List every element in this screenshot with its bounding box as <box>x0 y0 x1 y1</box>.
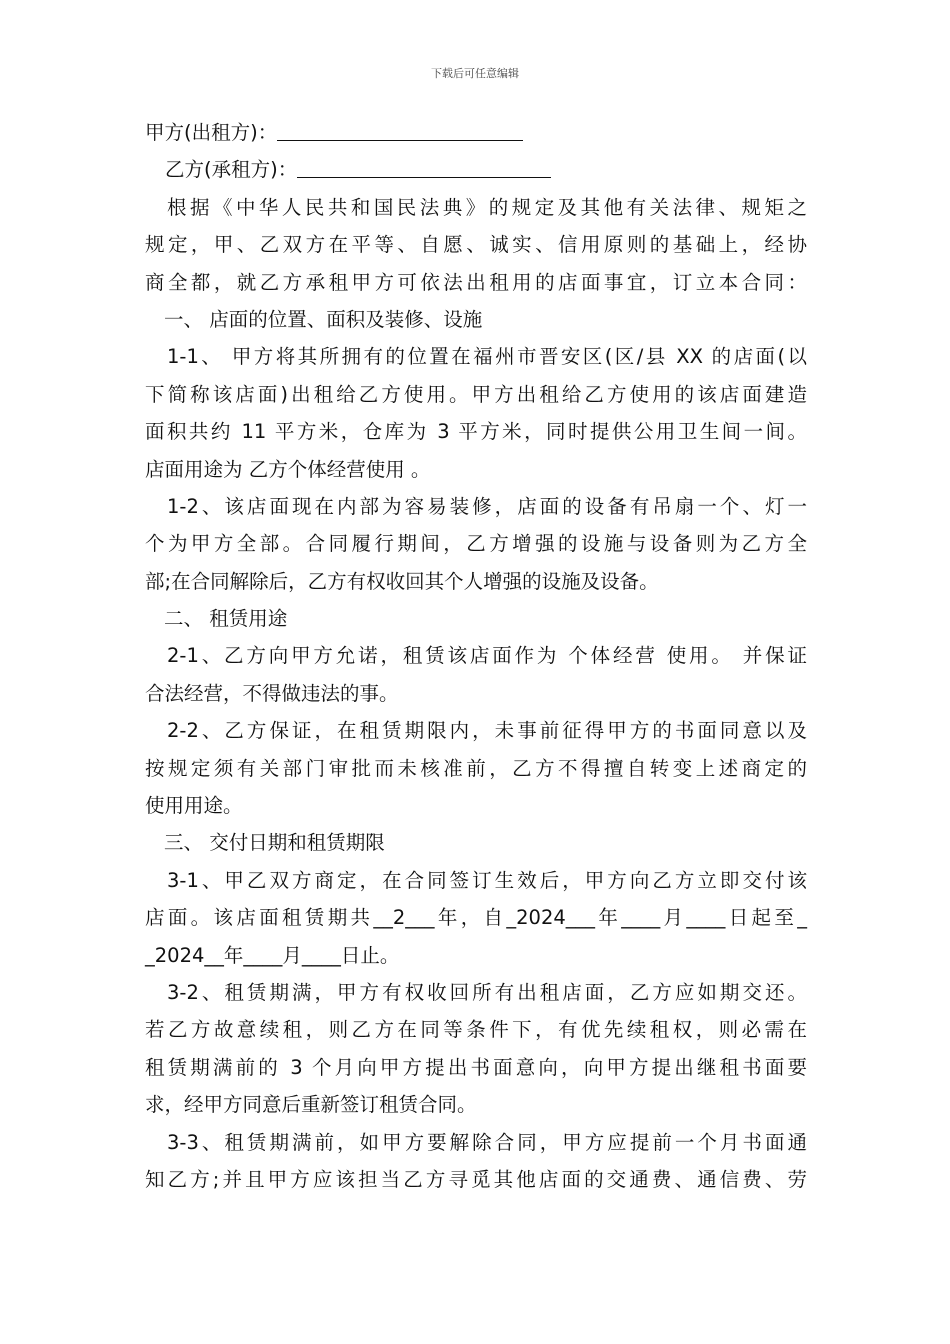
lessor-signature-blank[interactable] <box>277 118 523 141</box>
clause-1-1-line-1: 1-1、 甲方将其所拥有的位置在福州市晋安区(区/县 XX 的店面(以 <box>167 345 807 369</box>
clause-3-3-line-1: 3-3、租赁期满前，如甲方要解除合同，甲方应提前一个月书面通 <box>167 1130 807 1154</box>
clause-1-1-line-3: 面积共约 11 平方米，仓库为 3 平方米，同时提供公用卫生间一间。 <box>145 420 807 444</box>
page-header-note: 下载后可任意编辑 <box>431 67 519 80</box>
clause-2-1-line-1: 2-1、乙方向甲方允诺，租赁该店面作为 个体经营 使用。 并保证 <box>167 644 807 668</box>
lessee-label: 乙方(承租方)： <box>165 158 298 182</box>
clause-3-2-line-2: 若乙方故意续租，则乙方在同等条件下，有优先续租权，则必需在 <box>145 1018 807 1042</box>
clause-3-1-line-2: 店面。该店面租赁期共__2___年，自_2024___年____月____日起至_ <box>145 906 807 930</box>
preamble-line-2: 规定，甲、乙双方在平等、自愿、诚实、信用原则的基础上，经协 <box>145 233 807 257</box>
clause-2-1-line-2: 合法经营，不得做违法的事。 <box>145 681 399 705</box>
clause-3-1-line-1: 3-1、甲乙双方商定，在合同签订生效后，甲方向乙方立即交付该 <box>167 868 807 892</box>
clause-3-2-line-4: 求，经甲方同意后重新签订租赁合同。 <box>145 1093 477 1117</box>
clause-1-2-line-1: 1-2、该店面现在内部为容易装修，店面的设备有吊扇一个、灯一 <box>167 494 807 518</box>
lessor-label: 甲方(出租方)： <box>145 121 278 144</box>
section-3-heading: 三、 交付日期和租赁期限 <box>164 831 385 855</box>
clause-2-2-line-3: 使用用途。 <box>145 794 243 818</box>
clause-3-2-line-1: 3-2、租赁期满，甲方有权收回所有出租店面，乙方应如期交还。 <box>167 980 807 1004</box>
lessee-line <box>145 151 807 188</box>
lessee-signature-blank[interactable] <box>297 155 551 178</box>
section-1-heading: 一、 店面的位置、面积及装修、设施 <box>164 307 483 331</box>
clause-3-3-line-2: 知乙方;并且甲方应该担当乙方寻觅其他店面的交通费、通信费、劳 <box>145 1167 807 1191</box>
clause-1-2-line-3: 部;在合同解除后，乙方有权收回其个人增强的设施及设备。 <box>145 569 659 593</box>
clause-1-1-line-2: 下简称该店面)出租给乙方使用。甲方出租给乙方使用的该店面建造 <box>145 382 807 406</box>
clause-2-2-line-2: 按规定须有关部门审批而未核准前，乙方不得擅自转变上述商定的 <box>145 756 807 780</box>
clause-2-2-line-1: 2-2、乙方保证，在租赁期限内，未事前征得甲方的书面同意以及 <box>167 719 807 743</box>
preamble-line-1: 根据《中华人民共和国民法典》的规定及其他有关法律、规矩之 <box>167 195 807 219</box>
preamble-line-3: 商全都，就乙方承租甲方可依法出租用的店面事宜，订立本合同： <box>145 270 807 294</box>
section-2-heading: 二、 租赁用途 <box>164 607 288 631</box>
contract-body <box>145 114 807 1198</box>
clause-3-1-line-3: _2024__年____月____日止。 <box>145 943 400 967</box>
clause-3-2-line-3: 租赁期满前的 3 个月向甲方提出书面意向，向甲方提出继租书面要 <box>145 1055 807 1079</box>
clause-1-2-line-2: 个为甲方全部。合同履行期间，乙方增强的设施与设备则为乙方全 <box>145 532 807 556</box>
lessor-line <box>145 114 807 151</box>
clause-1-1-line-4: 店面用途为 乙方个体经营使用 。 <box>145 457 431 481</box>
